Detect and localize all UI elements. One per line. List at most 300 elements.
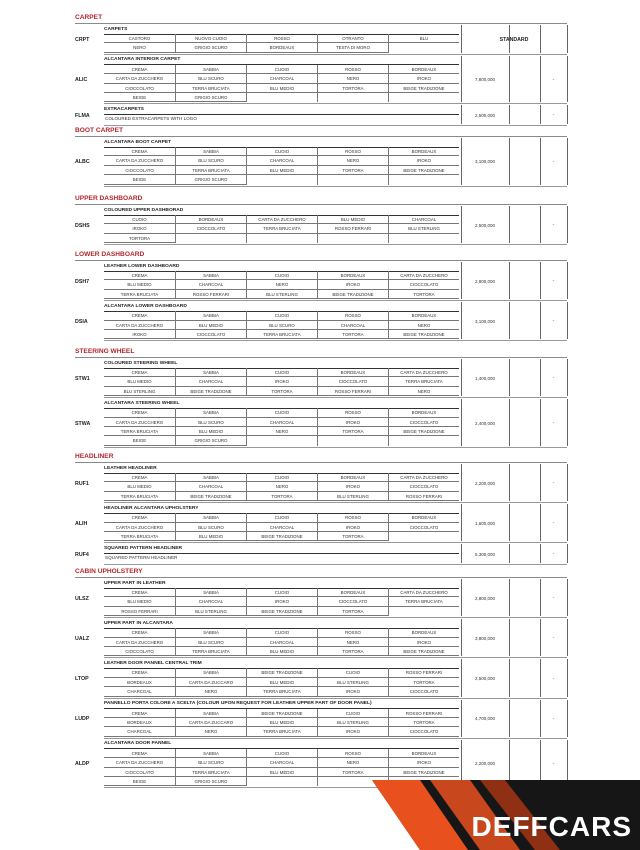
color-cell: CARTA DA ZUCCHERO bbox=[246, 215, 317, 224]
color-cell: CARTA DA ZUCCHERO bbox=[104, 156, 175, 165]
color-cell: TORTORA bbox=[317, 330, 388, 339]
not-available-dash: - bbox=[552, 318, 555, 325]
color-cell: BEIGE TRADIZIONE bbox=[388, 330, 459, 339]
color-cell: TORTORA bbox=[388, 718, 459, 727]
option-code: LTOP bbox=[75, 676, 89, 682]
color-cell: CREMA bbox=[104, 749, 175, 758]
color-cell: BLU SCURO bbox=[175, 418, 246, 427]
color-cell: IROKO bbox=[317, 482, 388, 491]
color-cell: CREMA bbox=[104, 271, 175, 280]
option-price: 1,400,000 bbox=[474, 375, 496, 381]
not-available-dash: - bbox=[552, 551, 555, 558]
color-cell: BLU SCURO bbox=[175, 74, 246, 83]
color-row bbox=[104, 156, 459, 165]
price-box-separator bbox=[509, 359, 510, 396]
color-row bbox=[104, 436, 459, 445]
not-available-dash: - bbox=[552, 420, 555, 426]
color-cell: IROKO bbox=[246, 597, 317, 606]
not-available-dash: - bbox=[552, 760, 555, 767]
color-cell: BLU MEDIO bbox=[175, 427, 246, 436]
color-cell: CHARCOAL bbox=[175, 377, 246, 386]
color-row bbox=[104, 749, 459, 758]
color-row bbox=[104, 215, 459, 224]
not-available-dash: - bbox=[552, 112, 555, 119]
color-row bbox=[104, 224, 459, 233]
color-cell: BORDEAUX bbox=[104, 678, 175, 687]
color-row bbox=[104, 718, 459, 727]
color-cell: CIOCCOLATO bbox=[388, 687, 459, 696]
color-row bbox=[104, 768, 459, 777]
color-cell: BEIGE TRADIZIONE bbox=[388, 768, 459, 777]
group-bottom-rule bbox=[104, 244, 567, 245]
color-cell: SABBIA bbox=[175, 311, 246, 320]
not-available-dash: - bbox=[552, 222, 555, 229]
single-option-line: SQUARED PATTERN HEADLINER bbox=[105, 555, 178, 561]
color-cell: IROKO bbox=[104, 224, 175, 233]
color-cell: ROSSO FERRARI bbox=[175, 290, 246, 299]
color-cell: NERO bbox=[317, 638, 388, 647]
color-cell: BLU SCURO bbox=[175, 156, 246, 165]
color-cell: SABBIA bbox=[175, 628, 246, 637]
color-cell: BLU SCURO bbox=[175, 638, 246, 647]
option-group-title: PANNELLO PORTA COLORE A SCELTA (COLOUR UPON REQUEST FOR LEATHER UPPER PART OF DOOR PANEL) bbox=[104, 701, 372, 707]
brand-name: DEFFCARS bbox=[471, 811, 632, 842]
color-cell: BEIGE TRADIZIONE bbox=[317, 290, 388, 299]
color-cell: TERRA BRUCIATA bbox=[175, 768, 246, 777]
color-cell: BEIGE TRADIZIONE bbox=[246, 709, 317, 718]
color-row bbox=[104, 280, 459, 289]
option-code: STW1 bbox=[75, 375, 90, 382]
option-group-title: UPPER PART IN LEATHER bbox=[104, 580, 166, 586]
group-bottom-rule bbox=[104, 300, 567, 301]
color-row bbox=[104, 709, 459, 718]
group-bottom-rule bbox=[104, 738, 567, 739]
color-cell: CREMA bbox=[104, 513, 175, 522]
color-cell: IROKO bbox=[388, 758, 459, 767]
color-cell: TORTORA bbox=[317, 647, 388, 656]
color-cell: TORTORA bbox=[317, 532, 388, 541]
option-price: 2,400,000 bbox=[474, 420, 496, 426]
group-bottom-rule bbox=[104, 447, 567, 448]
color-grid bbox=[104, 65, 459, 103]
color-cell: ROSSO FERRARI bbox=[388, 492, 459, 501]
color-cell: TESTA DI MORO bbox=[317, 43, 388, 52]
color-cell: ROSSO FERRARI bbox=[104, 607, 175, 616]
color-cell: CIOCCOLATO bbox=[388, 418, 459, 427]
color-grid bbox=[104, 34, 459, 53]
color-cell: CIOCCOLATO bbox=[317, 597, 388, 606]
color-row bbox=[104, 418, 459, 427]
color-cell: IROKO bbox=[388, 74, 459, 83]
color-cell: BEIGE bbox=[104, 93, 175, 102]
color-cell: BEIGE TRADIZIONE bbox=[175, 492, 246, 501]
color-cell: BLU STERLING bbox=[388, 224, 459, 233]
color-cell bbox=[317, 175, 388, 184]
color-cell: IROKO bbox=[317, 280, 388, 289]
color-cell: BORDEAUX bbox=[246, 43, 317, 52]
color-cell: CUOIO bbox=[246, 628, 317, 637]
group-bottom-rule bbox=[104, 186, 567, 187]
color-row bbox=[104, 271, 459, 280]
price-box-separator bbox=[567, 399, 568, 446]
color-row bbox=[104, 727, 459, 736]
color-cell: CHARCOAL bbox=[104, 727, 175, 736]
color-cell: BORDEAUX bbox=[388, 408, 459, 417]
color-cell bbox=[317, 234, 388, 243]
color-cell: BLU STERLING bbox=[317, 678, 388, 687]
color-cell: TORTORA bbox=[246, 492, 317, 501]
color-cell: BORDEAUX bbox=[388, 513, 459, 522]
standard-label: STANDARD bbox=[499, 36, 529, 43]
group-bottom-rule bbox=[104, 502, 567, 503]
color-row bbox=[104, 175, 459, 184]
color-cell: BLU MEDIO bbox=[104, 597, 175, 606]
color-cell: CIOCCOLATO bbox=[104, 768, 175, 777]
price-box-separator bbox=[567, 206, 568, 243]
color-cell: CUOIO bbox=[246, 749, 317, 758]
color-cell: TORTORA bbox=[317, 427, 388, 436]
color-cell: TORTORA bbox=[317, 768, 388, 777]
color-row bbox=[104, 84, 459, 93]
color-grid bbox=[104, 215, 459, 243]
color-cell: CREMA bbox=[104, 709, 175, 718]
section-rule bbox=[75, 136, 567, 137]
section-rule bbox=[75, 23, 567, 24]
color-cell: CIOCCOLATO bbox=[175, 330, 246, 339]
color-cell: BORDEAUX bbox=[388, 628, 459, 637]
color-grid bbox=[104, 473, 459, 501]
not-available-dash: - bbox=[552, 595, 555, 602]
color-cell: TERRA BRUCIATA bbox=[388, 377, 459, 386]
color-cell: BLU MEDIO bbox=[175, 321, 246, 330]
color-cell: IROKO bbox=[317, 418, 388, 427]
color-cell: TERRA BRUCIATA bbox=[246, 224, 317, 233]
color-cell: SABBIA bbox=[175, 709, 246, 718]
color-cell: TORTORA bbox=[388, 678, 459, 687]
color-cell: TORTORA bbox=[388, 290, 459, 299]
color-cell: CHARCOAL bbox=[246, 523, 317, 532]
price-box-separator bbox=[509, 659, 510, 696]
color-cell: BLU MEDIO bbox=[246, 768, 317, 777]
color-cell: NERO bbox=[246, 280, 317, 289]
group-bottom-rule bbox=[104, 54, 567, 55]
color-cell: CARTA DA ZUCCHERO bbox=[388, 271, 459, 280]
color-cell: SABBIA bbox=[175, 749, 246, 758]
option-price: 2,200,000 bbox=[474, 761, 496, 767]
color-cell: BORDEAUX bbox=[317, 368, 388, 377]
color-cell: BORDEAUX bbox=[388, 147, 459, 156]
option-group-title: EXTRACARPETS bbox=[104, 106, 144, 112]
color-cell: CHARCOAL bbox=[246, 156, 317, 165]
color-row bbox=[104, 532, 459, 541]
section-title: UPPER DASHBOARD bbox=[75, 195, 143, 202]
color-cell: CREMA bbox=[104, 311, 175, 320]
color-cell: ROSSO bbox=[317, 65, 388, 74]
color-row bbox=[104, 492, 459, 501]
option-code: DSH7 bbox=[75, 278, 90, 285]
color-row bbox=[104, 377, 459, 386]
price-box-separator bbox=[509, 56, 510, 103]
price-box-separator bbox=[567, 659, 568, 696]
color-cell bbox=[388, 175, 459, 184]
color-cell: BORDEAUX bbox=[388, 749, 459, 758]
color-cell: BORDEAUX bbox=[104, 718, 175, 727]
color-row bbox=[104, 427, 459, 436]
color-cell: BORDEAUX bbox=[317, 588, 388, 597]
option-group-title: UPPER PART IN ALCANTARA bbox=[104, 620, 173, 626]
color-row bbox=[104, 368, 459, 377]
color-cell: SABBIA bbox=[175, 513, 246, 522]
section-rule bbox=[75, 577, 567, 578]
color-cell: NERO bbox=[317, 758, 388, 767]
color-cell: TORTORA bbox=[317, 607, 388, 616]
option-price: 2,500,000 bbox=[474, 676, 496, 681]
color-cell: BLU MEDIO bbox=[317, 215, 388, 224]
option-group-title: SQUARED PATTERN HEADLINER bbox=[104, 545, 183, 551]
not-available-dash: - bbox=[552, 76, 555, 83]
color-cell: CREMA bbox=[104, 368, 175, 377]
option-group-title: HEADLINER ALCANTARA UPHOLSTERY bbox=[104, 505, 199, 511]
option-group-title: ALCANTARA INTERIOR CARPET bbox=[104, 57, 181, 63]
color-cell: NERO bbox=[246, 482, 317, 491]
color-cell: CUOIO bbox=[317, 709, 388, 718]
price-box-separator bbox=[567, 138, 568, 185]
color-cell: IROKO bbox=[246, 377, 317, 386]
color-cell: IROKO bbox=[317, 687, 388, 696]
color-cell: IROKO bbox=[317, 523, 388, 532]
section-title: BOOT CARPET bbox=[75, 127, 123, 134]
color-cell: SABBIA bbox=[175, 147, 246, 156]
price-box-separator bbox=[509, 464, 510, 501]
color-row bbox=[104, 473, 459, 482]
color-cell: BEIGE TRADIZIONE bbox=[246, 607, 317, 616]
group-bottom-rule bbox=[104, 617, 567, 618]
option-group-title: ALCANTARA DOOR PANNEL bbox=[104, 741, 172, 747]
color-grid bbox=[104, 368, 459, 396]
price-box-separator bbox=[509, 700, 510, 737]
color-cell: NERO bbox=[317, 156, 388, 165]
price-box-separator bbox=[509, 302, 510, 339]
color-cell: NERO bbox=[317, 74, 388, 83]
color-grid bbox=[104, 271, 459, 299]
color-row bbox=[104, 523, 459, 532]
color-cell: CREMA bbox=[104, 668, 175, 677]
color-row bbox=[104, 513, 459, 522]
color-cell: CREMA bbox=[104, 473, 175, 482]
option-price: 2,500,000 bbox=[474, 112, 496, 118]
color-cell bbox=[317, 93, 388, 102]
color-cell: CREMA bbox=[104, 147, 175, 156]
color-cell: BORDEAUX bbox=[317, 473, 388, 482]
option-code: DSHS bbox=[75, 222, 90, 229]
color-row bbox=[104, 166, 459, 175]
color-cell: IROKO bbox=[317, 727, 388, 736]
color-cell: TERRA BRUCIATA bbox=[246, 727, 317, 736]
color-grid bbox=[104, 408, 459, 446]
color-cell: BEIGE TRADIZIONE bbox=[175, 387, 246, 396]
price-box-separator bbox=[509, 399, 510, 446]
price-box-separator bbox=[509, 544, 510, 562]
not-available-dash: - bbox=[552, 635, 555, 642]
color-cell: ROSSO bbox=[317, 408, 388, 417]
not-available-dash: - bbox=[552, 375, 555, 382]
color-cell: IROKO bbox=[388, 156, 459, 165]
color-cell: BLU MEDIO bbox=[246, 84, 317, 93]
price-box-separator bbox=[567, 504, 568, 541]
option-code: RUF4 bbox=[75, 551, 89, 558]
color-grid bbox=[104, 709, 459, 737]
option-code: FLMA bbox=[75, 112, 90, 119]
color-cell: CHARCOAL bbox=[175, 597, 246, 606]
option-code: LUDP bbox=[75, 716, 90, 723]
color-cell: SABBIA bbox=[175, 271, 246, 280]
group-bottom-rule bbox=[104, 542, 567, 543]
option-price: 3,100,000 bbox=[474, 318, 496, 324]
color-cell: BORDEAUX bbox=[175, 215, 246, 224]
color-cell: CUOIO bbox=[246, 65, 317, 74]
color-row bbox=[104, 647, 459, 656]
color-cell: BLU STERLING bbox=[175, 607, 246, 616]
color-cell: TERRA BRUCIATA bbox=[246, 330, 317, 339]
section-rule bbox=[75, 204, 567, 205]
color-cell bbox=[246, 175, 317, 184]
color-row bbox=[104, 482, 459, 491]
option-code: ALIC bbox=[75, 77, 88, 84]
color-row bbox=[104, 678, 459, 687]
color-cell: ROSSO FERRARI bbox=[388, 709, 459, 718]
color-cell: CUOIO bbox=[246, 588, 317, 597]
color-cell: BLU STERLING bbox=[246, 290, 317, 299]
color-cell: TERRA BRUCIATA bbox=[246, 687, 317, 696]
color-row bbox=[104, 588, 459, 597]
color-grid bbox=[104, 147, 459, 185]
color-cell: CARTA DA ZUCCHERO bbox=[104, 638, 175, 647]
color-cell: CARTA DA ZUCCHERO bbox=[104, 321, 175, 330]
color-cell: CARTA DA ZUCCHERO bbox=[104, 74, 175, 83]
option-code: ALBC bbox=[75, 159, 90, 166]
color-cell: BLU MEDIO bbox=[246, 718, 317, 727]
color-cell: NERO bbox=[104, 43, 175, 52]
color-cell: CHARCOAL bbox=[246, 74, 317, 83]
color-cell: BLU SCURO bbox=[175, 758, 246, 767]
color-row bbox=[104, 290, 459, 299]
color-cell: BLU STERLING bbox=[317, 492, 388, 501]
color-cell: BLU MEDIO bbox=[246, 166, 317, 175]
option-code: STWA bbox=[75, 420, 91, 427]
color-cell: CHARCOAL bbox=[104, 687, 175, 696]
group-bottom-rule bbox=[104, 340, 567, 341]
color-cell: CUOIO bbox=[104, 215, 175, 224]
color-cell bbox=[388, 93, 459, 102]
color-grid bbox=[104, 588, 459, 616]
color-cell: TERRA BRUCIATA bbox=[104, 427, 175, 436]
color-cell: CARTA DA ZUCCARO bbox=[175, 718, 246, 727]
color-row bbox=[104, 65, 459, 74]
color-cell bbox=[388, 436, 459, 445]
color-cell: BEIGE TRADIZIONE bbox=[388, 427, 459, 436]
deffcars-banner bbox=[0, 780, 640, 850]
price-box-separator bbox=[567, 56, 568, 103]
color-cell: BEIGE bbox=[104, 436, 175, 445]
color-cell: TERRA BRUCIATA bbox=[175, 84, 246, 93]
color-row bbox=[104, 234, 459, 243]
option-price: 1,600,000 bbox=[474, 520, 496, 526]
color-cell: BEIGE TRADIZIONE bbox=[388, 84, 459, 93]
color-cell: CREMA bbox=[104, 408, 175, 417]
price-box-separator bbox=[567, 262, 568, 299]
color-grid bbox=[104, 628, 459, 656]
color-row bbox=[104, 687, 459, 696]
price-box-separator bbox=[509, 619, 510, 656]
price-box-separator bbox=[509, 138, 510, 185]
color-row bbox=[104, 147, 459, 156]
price-box-separator bbox=[567, 25, 568, 53]
single-option-line: COLOURED EXTRACARPETS WITH LOGO bbox=[105, 116, 197, 122]
price-box-separator bbox=[509, 579, 510, 616]
not-available-dash: - bbox=[552, 520, 555, 527]
color-cell: CIOCCOLATO bbox=[388, 523, 459, 532]
color-cell: OTRANTO bbox=[317, 34, 388, 43]
option-group-title: ALCANTARA LOWER DASHBOARD bbox=[104, 303, 187, 309]
color-cell: TORTORA bbox=[246, 387, 317, 396]
color-cell: BLU MEDIO bbox=[246, 678, 317, 687]
not-available-dash: - bbox=[552, 675, 555, 682]
price-box-separator bbox=[567, 619, 568, 656]
color-row bbox=[104, 597, 459, 606]
color-cell: CHARCOAL bbox=[388, 215, 459, 224]
color-cell: NERO bbox=[246, 427, 317, 436]
color-cell: CASTORO bbox=[104, 34, 175, 43]
color-cell bbox=[246, 93, 317, 102]
group-bottom-rule bbox=[104, 397, 567, 398]
color-cell: SABBIA bbox=[175, 473, 246, 482]
color-cell: NERO bbox=[175, 727, 246, 736]
price-box-separator bbox=[567, 544, 568, 562]
color-cell bbox=[175, 234, 246, 243]
color-cell: TORTORA bbox=[104, 234, 175, 243]
color-grid bbox=[104, 311, 459, 339]
color-cell: CIOCCOLATO bbox=[175, 224, 246, 233]
color-cell: CUOIO bbox=[246, 408, 317, 417]
color-cell: BEIGE TRADIZIONE bbox=[246, 668, 317, 677]
color-cell: BLU MEDIO bbox=[104, 280, 175, 289]
color-cell: GRIGIO SCURO bbox=[175, 175, 246, 184]
color-cell: CUOIO bbox=[246, 473, 317, 482]
color-cell: CIOCCOLATO bbox=[388, 482, 459, 491]
option-price: 7,800,000 bbox=[474, 77, 496, 83]
color-cell: ROSSO FERRARI bbox=[317, 224, 388, 233]
option-group-title: COLOURED STEERING WHEEL bbox=[104, 360, 178, 366]
color-cell: ROSSO FERRARI bbox=[388, 668, 459, 677]
color-cell bbox=[388, 532, 459, 541]
group-bottom-rule bbox=[104, 125, 567, 126]
color-cell: ROSSO bbox=[317, 311, 388, 320]
color-cell: NERO bbox=[175, 687, 246, 696]
color-cell bbox=[388, 234, 459, 243]
price-box-separator bbox=[509, 105, 510, 123]
color-cell: BEIGE TRADIZIONE bbox=[388, 166, 459, 175]
color-cell bbox=[388, 43, 459, 52]
color-cell: CARTA DA ZUCCHERO bbox=[104, 418, 175, 427]
color-cell: TERRA BRUCIATA bbox=[104, 532, 175, 541]
option-price: 4,700,000 bbox=[474, 716, 496, 722]
color-row bbox=[104, 43, 459, 52]
option-code: RUF1 bbox=[75, 480, 89, 487]
section-title: CABIN UPHOLSTERY bbox=[75, 568, 143, 575]
color-cell: CREMA bbox=[104, 65, 175, 74]
color-cell: CARTA DA ZUCCHERO bbox=[104, 758, 175, 767]
not-available-dash: - bbox=[552, 480, 555, 487]
